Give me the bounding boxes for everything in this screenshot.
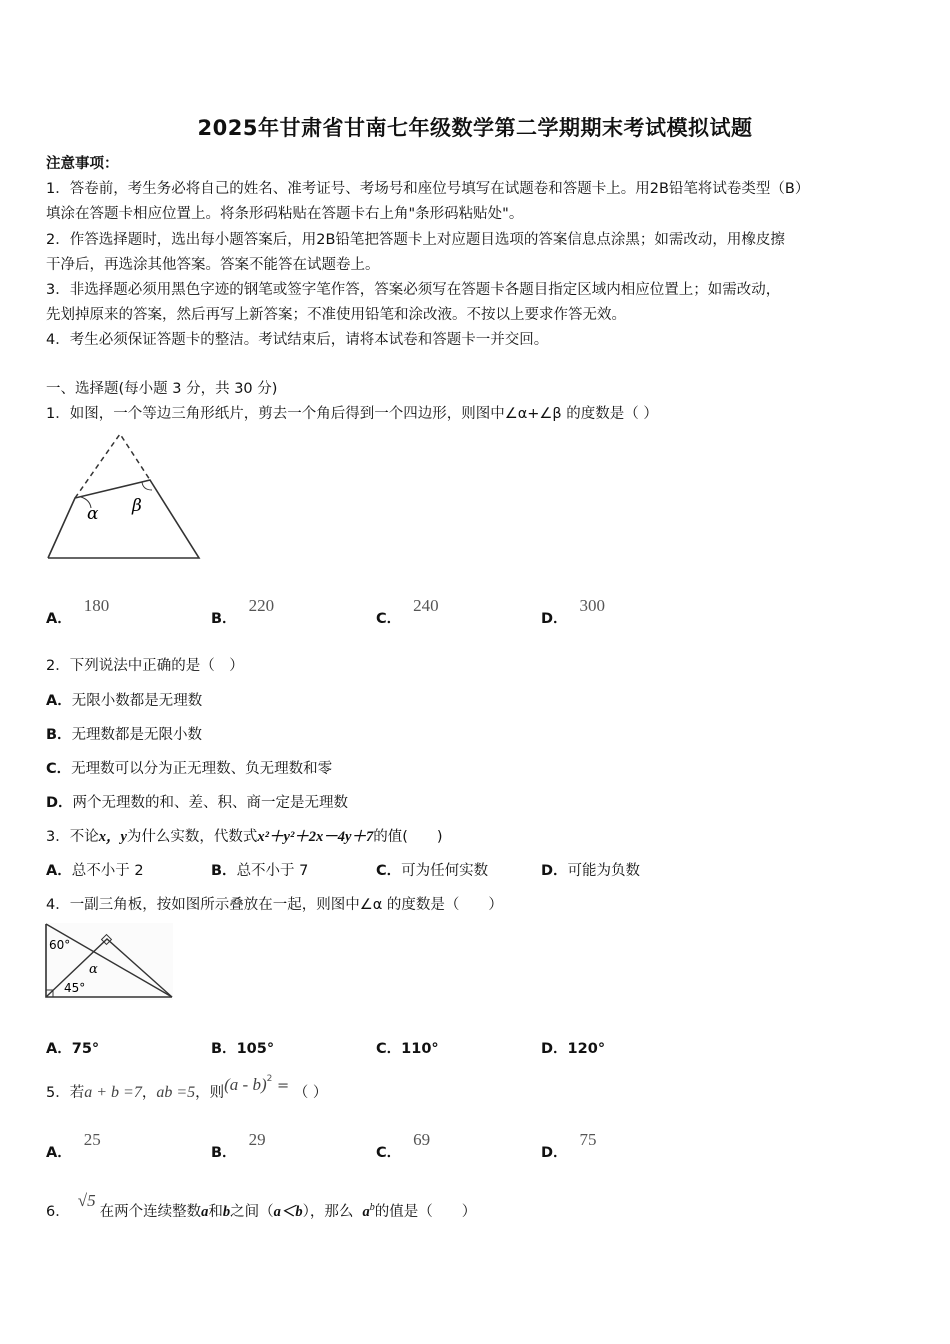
- q4-option-c[interactable]: C．110°: [376, 1041, 439, 1057]
- q2-option-d[interactable]: D．两个无理数的和、差、积、商一定是无理数: [46, 795, 349, 811]
- triangle-figure: [44, 430, 214, 565]
- q5-option-a[interactable]: A．25: [46, 1130, 101, 1161]
- q3-option-d[interactable]: D．可能为负数: [541, 863, 641, 879]
- notice-line: 1．答卷前，考生务必将自己的姓名、准考证号、考场号和座位号填写在试题卷和答题卡上。用2B铅笔将试卷类型（B）: [46, 181, 810, 197]
- question-4-text: 4．一副三角板，按如图所示叠放在一起，则图中∠α 的度数是（ ）: [46, 897, 503, 913]
- beta-label: β: [132, 496, 142, 516]
- question-3-text: 3．不论x，y为什么实数，代数式x²＋y²＋2x－4y＋7的值( ): [46, 829, 443, 845]
- q4-option-a[interactable]: A．75°: [46, 1041, 100, 1057]
- question-6-text: 6．√5在两个连续整数a和b之间（a＜b），那么 $a^b$的值是（ ）: [46, 1191, 477, 1220]
- notice-line: 2．作答选择题时，选出每小题答案后，用2B铅笔把答题卡上对应题目选项的答案信息点涂黑；如需改动，用橡皮擦: [46, 232, 785, 248]
- q3-option-a[interactable]: A．总不小于 2: [46, 863, 144, 879]
- alpha-label: α: [87, 504, 99, 524]
- question-5-text: 5．若a + b =7，ab =5，则(a - b)$^2$ = （ ）: [46, 1074, 328, 1101]
- question-1-text: 1．如图，一个等边三角形纸片，剪去一个角后得到一个四边形，则图中∠α+∠β 的度数是（ ）: [46, 406, 658, 422]
- q1-option-c[interactable]: C．240: [376, 596, 439, 627]
- q2-option-a[interactable]: A．无限小数都是无理数: [46, 693, 203, 709]
- notice-line: 3．非选择题必须用黑色字迹的钢笔或签字笔作答，答案必须写在答题卡各题目指定区域内相应位置上；如需改动，: [46, 282, 781, 298]
- q5-option-b[interactable]: B．29: [211, 1130, 266, 1161]
- question-2-text: 2．下列说法中正确的是（ ）: [46, 658, 244, 674]
- alpha-label: α: [89, 962, 98, 977]
- notice-line: 填涂在答题卡相应位置上。将条形码粘贴在答题卡右上角"条形码粘贴处"。: [46, 206, 524, 222]
- q5-option-c[interactable]: C．69: [376, 1130, 431, 1161]
- q2-option-c[interactable]: C．无理数可以分为正无理数、负无理数和零: [46, 761, 333, 777]
- q1-option-d[interactable]: D．300: [541, 596, 606, 627]
- q2-option-b[interactable]: B．无理数都是无限小数: [46, 727, 203, 743]
- q4-option-d[interactable]: D．120°: [541, 1041, 606, 1057]
- page-title: 2025年甘肃省甘南七年级数学第二学期期末考试模拟试题: [197, 116, 753, 140]
- section-heading: 一、选择题(每小题 3 分，共 30 分): [46, 381, 278, 397]
- notice-line: 先划掉原来的答案，然后再写上新答案；不准使用铅笔和涂改液。不按以上要求作答无效。: [46, 307, 626, 323]
- angle-60-label: 60°: [49, 938, 71, 952]
- angle-45-label: 45°: [64, 981, 86, 995]
- notice-line: 4．考生必须保证答题卡的整洁。考试结束后，请将本试卷和答题卡一并交回。: [46, 332, 549, 348]
- notice-line: 干净后，再选涂其他答案。答案不能答在试题卷上。: [46, 257, 380, 273]
- sqrt5-radical: √5: [77, 1191, 96, 1210]
- q3-option-b[interactable]: B．总不小于 7: [211, 863, 309, 879]
- set-squares-figure: [44, 922, 176, 1002]
- notice-heading: 注意事项：: [46, 156, 119, 172]
- q5-option-d[interactable]: D．75: [541, 1130, 597, 1161]
- q1-option-b[interactable]: B．220: [211, 596, 275, 627]
- q4-option-b[interactable]: B．105°: [211, 1041, 275, 1057]
- q3-option-c[interactable]: C．可为任何实数: [376, 863, 489, 879]
- q1-option-a[interactable]: A．180: [46, 596, 110, 627]
